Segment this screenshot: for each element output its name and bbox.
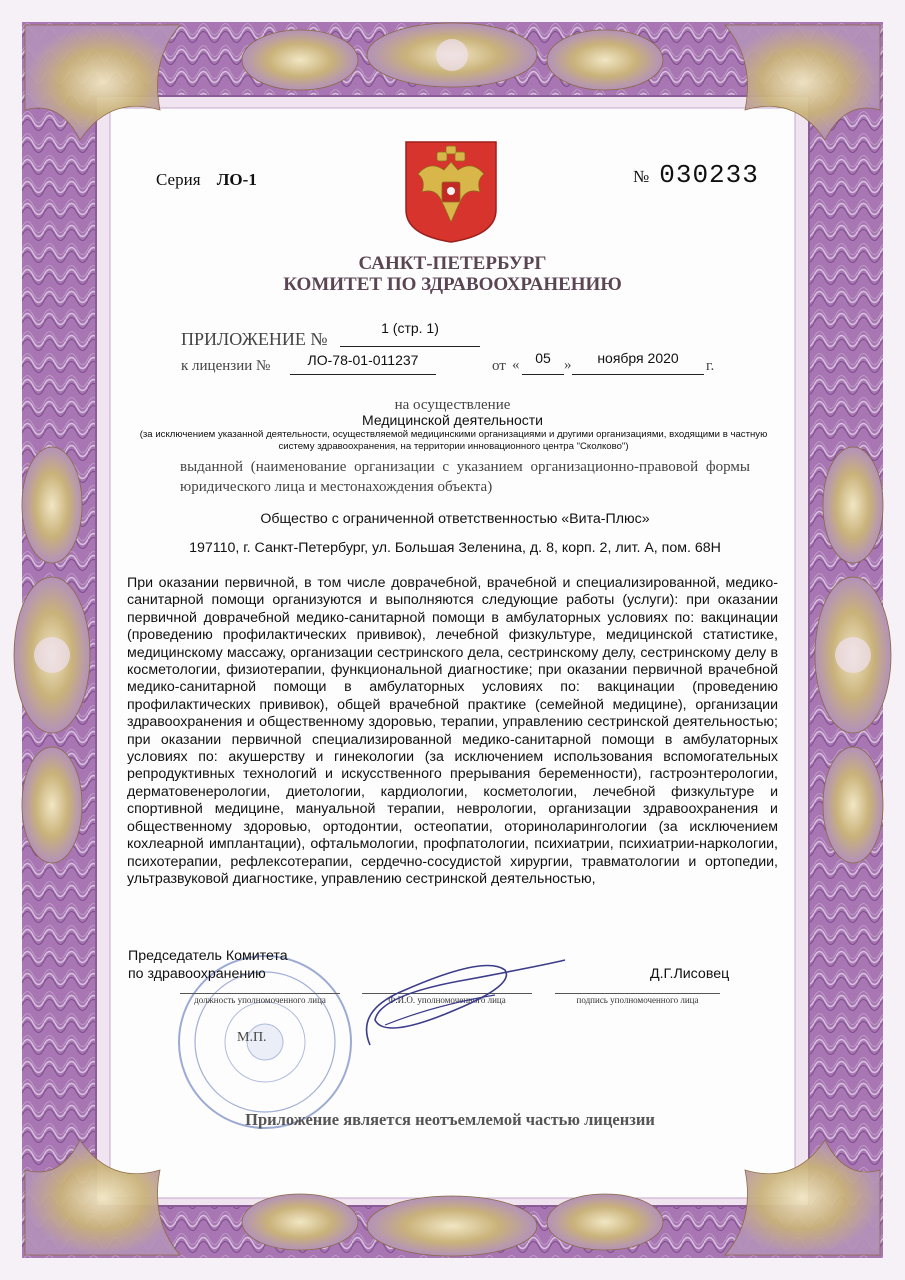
series-label: Серия bbox=[156, 170, 201, 189]
coat-of-arms-emblem bbox=[404, 140, 498, 244]
number-sign: № bbox=[633, 167, 650, 186]
license-label: к лицензии № bbox=[181, 358, 271, 374]
license-form-number: 030233 bbox=[659, 160, 759, 190]
quote-open: « bbox=[512, 357, 520, 373]
footer-note: Приложение является неотъемлемой частью лицензии bbox=[245, 1110, 655, 1129]
year-suffix: г. bbox=[706, 358, 715, 374]
license-number: ЛО-78-01-011237 bbox=[307, 352, 419, 368]
caption-name: Ф.И.О. уполномоченного лица bbox=[388, 995, 506, 1005]
signer-position-line2: по здравоохранению bbox=[128, 966, 266, 982]
issuer-city: САНКТ-ПЕТЕРБУРГ bbox=[358, 253, 547, 274]
issued-description: выданной (наименование организации с указанием организационно-правовой формы юридического лица и местонахождения объекта) bbox=[180, 459, 750, 495]
appendix-label: ПРИЛОЖЕНИЕ № bbox=[181, 329, 328, 349]
date-day: 05 bbox=[535, 350, 551, 366]
issuer-committee: КОМИТЕТ ПО ЗДРАВООХРАНЕНИЮ bbox=[283, 274, 622, 295]
signer-name: Д.Г.Лисовец bbox=[650, 966, 730, 982]
date-month-year: ноября 2020 bbox=[597, 350, 679, 366]
caption-position: должность уполномоченного лица bbox=[194, 995, 326, 1005]
activity-prefix: на осуществление bbox=[394, 397, 511, 413]
caption-signature: подпись уполномоченного лица bbox=[576, 995, 699, 1005]
appendix-number: 1 (стр. 1) bbox=[381, 320, 439, 336]
quote-close: » bbox=[564, 357, 572, 373]
organization-name: Общество с ограниченной ответственностью «Вита-Плюс» bbox=[260, 511, 650, 527]
date-from-label: от bbox=[492, 358, 506, 374]
signer-position-line1: Председатель Комитета bbox=[128, 948, 288, 964]
series-value: ЛО-1 bbox=[216, 170, 257, 189]
activity-name: Медицинской деятельности bbox=[362, 412, 543, 428]
seal-place-label: М.П. bbox=[237, 1030, 267, 1045]
organization-address: 197110, г. Санкт-Петербург, ул. Большая Зеленина, д. 8, корп. 2, лит. А, пом. 68Н bbox=[189, 540, 721, 556]
handwritten-signature bbox=[345, 950, 575, 1060]
services-list: При оказании первичной, в том числе доврачебной, врачебной и специализированной, медико-санитарной помощи организуются и выполняются следующие работы (услуги): при оказании первичной доврачебной медико-санитарной помощи в амбулаторных условиях по: вакцинации (проведению профилактических прививок), лечебной физкультуре, медицинской статистике, медицинскому массажу, организации сестринского дела, сестринскому делу, сестринскому делу в косметологии, физиотерапии, функциональной диагностике; при оказании первичной врачебной медико-санитарной помощи в амбулаторных условиях по: вакцинации (проведению профилактических прививок), общей врачебной практике (семейной медицине), организации здравоохранения и общественному здоровью, терапии, управлению сестринской деятельностью; при оказании первичной специализированной медико-санитарной помощи в амбулаторных условиях по: акушерству и гинекологии (за исключением использования вспомогательных репродуктивных технологий и искусственного прерывания беременности), гастроэнтерологии, дерматовенерологии, диетологии, кардиологии, косметологии, лечебной физкультуре и спортивной медицине, мануальной терапии, неврологии, организации здравоохранения и общественному здоровью, ортодонтии, остеопатии, оториноларингологии (за исключением кохлеарной имплантации), офтальмологии, профпатологии, психиатрии, психиатрии-наркологии, психотерапии, рефлексотерапии, сердечно-сосудистой хирургии, травматологии и ортопедии, ультразвуковой диагностике, управлению сестринской деятельностью, bbox=[127, 575, 778, 887]
activity-note: (за исключением указанной деятельности, осуществляемой медицинскими организациями и другими организациями, входящими в частную систему здравоохранения, на территории инновационного центра "Сколково") bbox=[139, 429, 768, 452]
